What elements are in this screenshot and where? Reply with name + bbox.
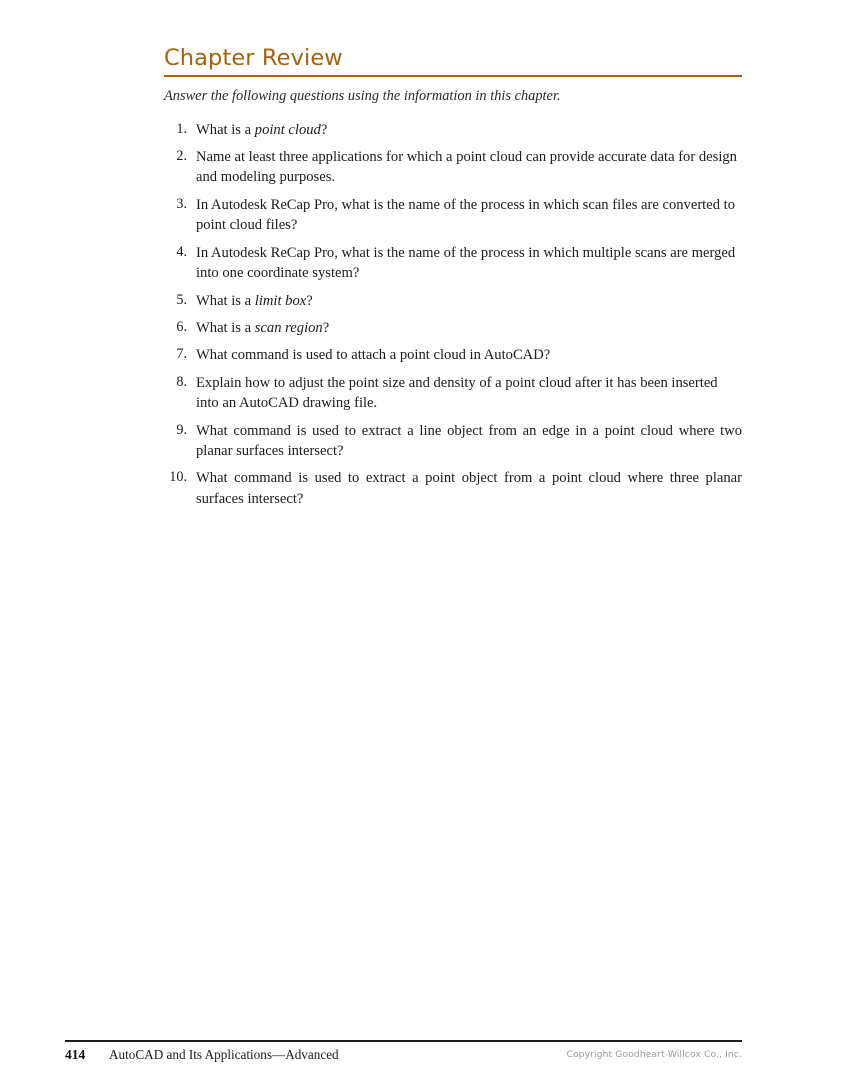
- text-run: Explain how to adjust the point size and density of a point cloud after it has been inserted into an AutoCAD drawing file.: [196, 374, 718, 412]
- question-number: 1.: [176, 120, 187, 137]
- title-divider: [164, 75, 742, 77]
- text-run: What is a: [196, 121, 255, 138]
- page-footer: [65, 1040, 742, 1065]
- question-number: 3.: [176, 195, 187, 212]
- question-item: [164, 318, 742, 338]
- emphasized-term: point cloud: [254, 121, 321, 138]
- question-text: [196, 147, 742, 188]
- content-column: [164, 46, 742, 516]
- page-number: 414: [65, 1046, 86, 1062]
- question-item: [164, 195, 742, 236]
- question-item: [164, 147, 742, 188]
- question-number: 9.: [176, 421, 187, 438]
- footer-divider: [65, 1040, 742, 1042]
- text-run: What is a: [196, 319, 255, 336]
- text-run: Name at least three applications for which a point cloud can provide accurate data for design and modeling purposes.: [196, 149, 737, 186]
- emphasized-term: limit box: [254, 292, 307, 309]
- question-item: [164, 243, 742, 284]
- text-run: ?: [306, 292, 313, 309]
- question-number: 4.: [176, 243, 187, 260]
- instructions-text: Answer the following questions using the information in this chapter.: [164, 88, 561, 105]
- text-run: What is a: [196, 292, 255, 309]
- question-item: [164, 345, 742, 365]
- text-run: What command is used to attach a point cloud in AutoCAD?: [196, 347, 551, 364]
- question-number: 5.: [176, 291, 187, 308]
- question-item: [164, 468, 742, 509]
- question-number: 10.: [169, 469, 187, 486]
- text-run: What command is used to extract a point object from a point cloud where three planar surfaces intersect?: [196, 470, 742, 507]
- question-text: [196, 291, 742, 311]
- question-number: 6.: [176, 318, 187, 335]
- text-run: ?: [322, 319, 330, 336]
- question-list: [164, 120, 742, 510]
- question-number: 8.: [176, 373, 187, 390]
- text-run: ?: [320, 121, 328, 138]
- question-number: 2.: [176, 148, 187, 164]
- question-text: [196, 468, 742, 509]
- question-text: [196, 345, 742, 365]
- emphasized-term: scan region: [254, 319, 323, 336]
- text-run: What command is used to extract a line object from an edge in a point cloud where two planar surfaces intersect?: [196, 422, 742, 460]
- question-text: [196, 373, 742, 414]
- question-text: [196, 243, 742, 284]
- question-text: [196, 195, 742, 236]
- question-text: [196, 120, 742, 140]
- footer-row: [65, 1047, 742, 1065]
- question-text: [196, 421, 742, 462]
- question-text: [196, 318, 742, 338]
- question-number: 7.: [176, 346, 187, 363]
- question-item: [164, 373, 742, 414]
- book-title: AutoCAD and Its Applications—Advanced: [109, 1046, 339, 1062]
- text-run: In Autodesk ReCap Pro, what is the name of the process in which multiple scans are merged into one coordinate system?: [196, 244, 736, 282]
- text-run: In Autodesk ReCap Pro, what is the name of the process in which scan files are converted to point cloud files?: [196, 196, 736, 234]
- page-title: Chapter Review: [164, 45, 343, 71]
- question-item: [164, 421, 742, 462]
- question-item: [164, 291, 742, 311]
- question-item: [164, 120, 742, 140]
- copyright-notice: Copyright Goodheart-Willcox Co., Inc.: [566, 1048, 742, 1060]
